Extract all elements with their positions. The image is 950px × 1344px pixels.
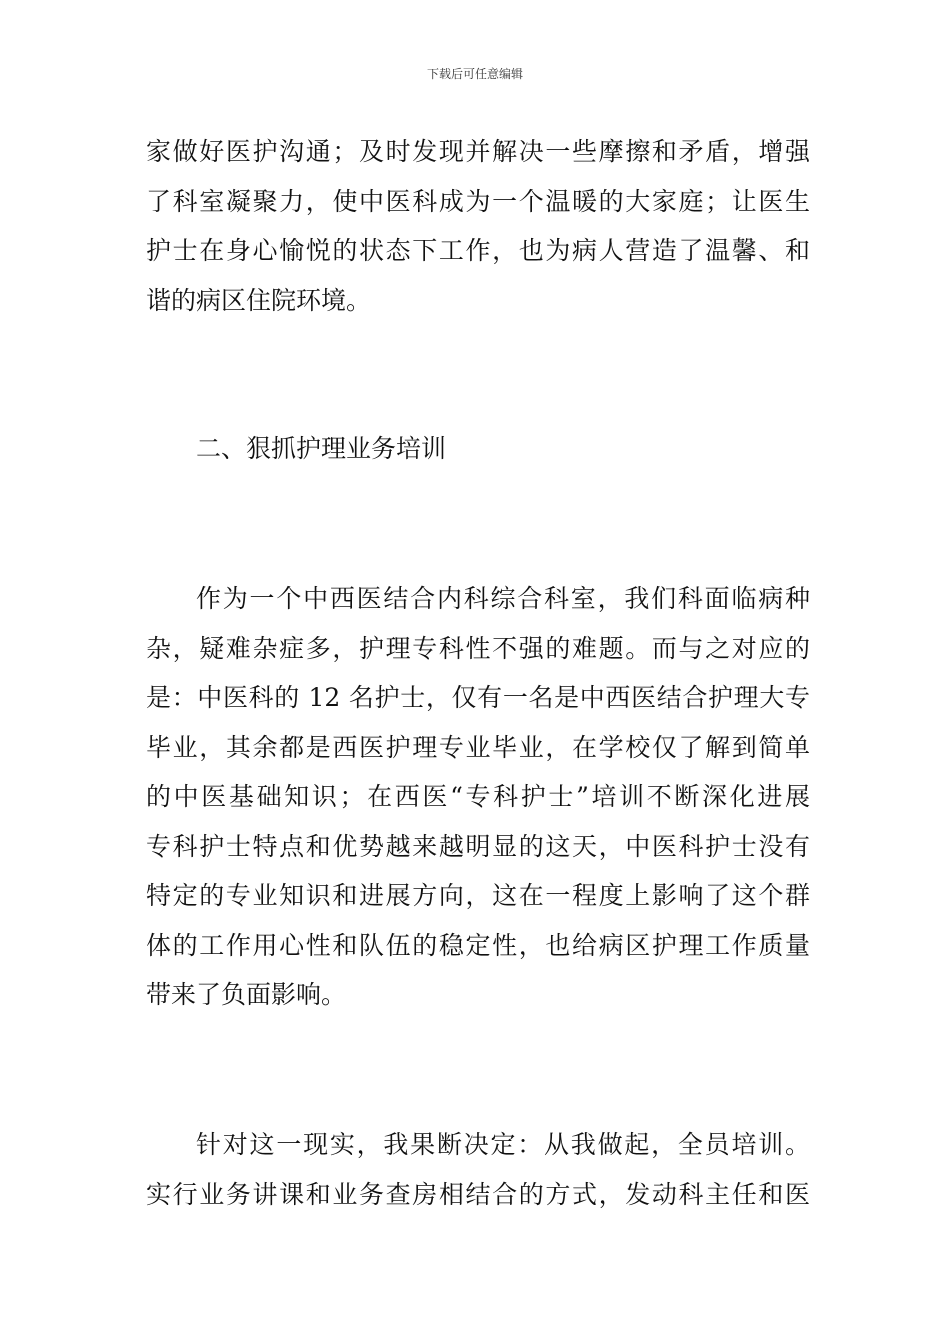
paragraph-continuation xyxy=(146,127,810,325)
paragraph-training-action xyxy=(146,1120,810,1219)
page-header: 下载后可任意编辑 xyxy=(426,67,523,81)
paragraph-line: 家做好医护沟通；及时发现并解决一些摩擦和矛盾，增强 xyxy=(146,137,810,166)
paragraph-line: 护士在身心愉悦的状态下工作，也为病人营造了温馨、和 xyxy=(146,236,810,265)
section-heading xyxy=(146,424,810,474)
paragraph-line: 针对这一现实，我果断决定：从我做起，全员培训。 xyxy=(196,1130,810,1159)
paragraph-line: 体的工作用心性和队伍的稳定性，也给病区护理工作质量 xyxy=(146,930,810,960)
paragraph-line: 毕业，其余都是西医护理专业毕业，在学校仅了解到简单 xyxy=(146,732,810,762)
paragraph-line: 实行业务讲课和业务查房相结合的方式，发动科主任和医 xyxy=(146,1179,810,1209)
paragraph-line: 了科室凝聚力，使中医科成为一个温暖的大家庭；让医生 xyxy=(146,186,810,216)
paragraph-training-background xyxy=(146,574,810,1020)
paragraph-line: 作为一个中西医结合内科综合科室，我们科面临病种 xyxy=(196,584,810,613)
paragraph-line: 的中医基础知识；在西医“专科护士”培训不断深化进展 xyxy=(146,782,810,811)
paragraph-line: 是：中医科的 12 名护士，仅有一名是中西医结合护理大专 xyxy=(146,683,810,712)
paragraph-line: 谐的病区住院环境。 xyxy=(146,285,372,315)
paragraph-line: 特定的专业知识和进展方向，这在一程度上影响了这个群 xyxy=(146,881,810,910)
section-heading-text: 二、狠抓护理业务培训 xyxy=(196,434,447,463)
paragraph-line: 专科护士特点和优势越来越明显的这天，中医科护士没有 xyxy=(146,831,810,861)
paragraph-line: 杂，疑难杂症多，护理专科性不强的难题。而与之对应的 xyxy=(146,633,810,663)
paragraph-line: 带来了负面影响。 xyxy=(146,980,347,1009)
